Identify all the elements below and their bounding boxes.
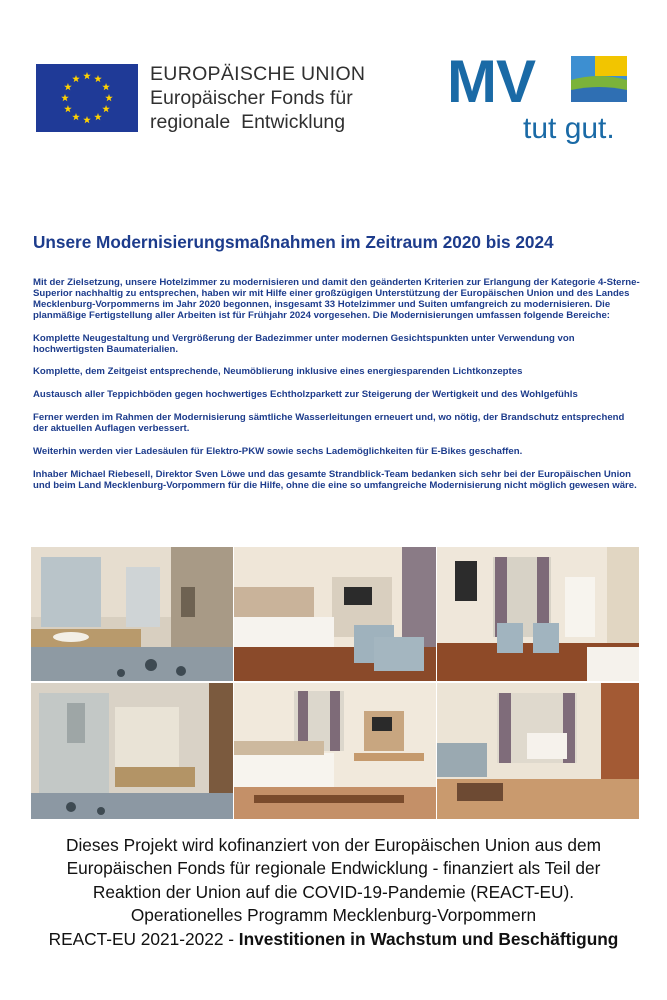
photo-bedroom-twin-beds xyxy=(234,547,436,681)
eu-flag-star xyxy=(83,116,91,123)
eu-logo-line1: EUROPÄISCHE UNION xyxy=(150,63,366,85)
eu-logo xyxy=(22,52,394,142)
mv-logo-letters: MV xyxy=(447,48,535,115)
photo-room-armchairs xyxy=(437,547,639,681)
eu-flag-icon xyxy=(36,64,138,132)
photo-grid xyxy=(31,547,639,819)
eu-flag-star xyxy=(72,113,80,120)
paragraph-water-fire: Ferner werden im Rahmen der Modernisierung sämtliche Wasserleitungen erneuert und, wo nötig, der Brandschutz entsprechend der aktuellen Auflagen verbessert. xyxy=(33,412,625,435)
eu-flag-star xyxy=(64,83,72,90)
photo-suite-sofa xyxy=(437,683,639,819)
paragraph-bathrooms: Komplette Neugestaltung und Vergrößerung der Badezimmer unter modernen Gesichtspunkten unter Verwendung von hochwertigsten Baumaterialien. xyxy=(33,332,575,355)
eu-flag-star xyxy=(64,105,72,112)
footer-funding-notice xyxy=(0,834,667,951)
body-text xyxy=(33,278,641,504)
eu-flag-star xyxy=(83,72,91,79)
footer-line5-prefix: REACT-EU 2021-2022 - xyxy=(48,928,239,949)
eu-flag-star xyxy=(72,75,80,82)
photo-bathroom-shower xyxy=(31,683,233,819)
footer-line5 xyxy=(0,928,667,951)
eu-flag-star xyxy=(94,75,102,82)
page-title: Unsere Modernisierungsmaßnahmen im Zeitraum 2020 bis 2024 xyxy=(33,232,554,252)
paragraph-flooring: Austausch aller Teppichböden gegen hochwertiges Echtholzparkett zur Steigerung der Wertigkeit und des Wohlgefühls xyxy=(33,389,578,401)
eu-flag-star xyxy=(105,94,113,101)
footer-line2: Europäischen Fonds für regionale Endwicklung - finanziert als Teil der xyxy=(66,858,601,879)
photo-bedroom-desk xyxy=(234,683,436,819)
eu-flag-star xyxy=(102,105,110,112)
eu-flag-star xyxy=(94,113,102,120)
photo-bathroom-vanity xyxy=(31,547,233,681)
eu-logo-line3: regionale Entwicklung xyxy=(150,111,346,133)
eu-flag-star xyxy=(102,83,110,90)
footer-line5-bold: Investitionen in Wachstum und Beschäftigung xyxy=(238,928,619,949)
eu-flag-star xyxy=(61,94,69,101)
footer-line1: Dieses Projekt wird kofinanziert von der Europäischen Union aus dem xyxy=(65,835,602,855)
eu-logo-line2: Europäischer Fonds für xyxy=(150,87,353,109)
mv-logo xyxy=(447,48,642,152)
paragraph-thanks: Inhaber Michael Riebesell, Direktor Sven Löwe und das gesamte Strandblick-Team bedanken sich sehr bei der Europäischen Union und beim Land Mecklenburg-Vorpommern für die Hilfe, ohne die eine so umfangreiche Modernisierung nicht möglich gewesen wäre. xyxy=(33,468,637,491)
paragraph-charging: Weiterhin werden vier Ladesäulen für Elektro-PKW sowie sechs Lademöglichkeiten für E-Bikes geschaffen. xyxy=(33,446,523,458)
footer-line3: Reaktion der Union auf die COVID-19-Pandemie (REACT-EU). xyxy=(92,881,575,902)
paragraph-furniture: Komplette, dem Zeitgeist entsprechende, Neumöblierung inklusive eines energiesparenden Lichtkonzeptes xyxy=(33,366,523,378)
eu-logo-text xyxy=(150,62,365,134)
footer-line4: Operationelles Programm Mecklenburg-Vorpommern xyxy=(130,905,537,926)
mv-logo-tagline: tut gut. xyxy=(523,112,615,145)
paragraph-intro: Mit der Zielsetzung, unsere Hotelzimmer zu modernisieren und damit den geänderten Kriterien zur Erlangung der Kategorie 4-Sterne-Superior nachhaltig zu entsprechen, haben wir mit Hilfe einer großzügigen Unterstützung der Europäischen Union und des Landes Mecklenburg-Vorpommerns im Jahr 2020 begonnen, insgesamt 33 Hotelzimmer und Suiten umfangreich zu modernisieren. Die planmäßige Fertigstellung aller Arbeiten ist für Frühjahr 2024 vorgesehen. Die Modernisierungen umfassen folgende Bereiche: xyxy=(33,277,640,321)
mv-landscape-icon xyxy=(571,56,627,102)
